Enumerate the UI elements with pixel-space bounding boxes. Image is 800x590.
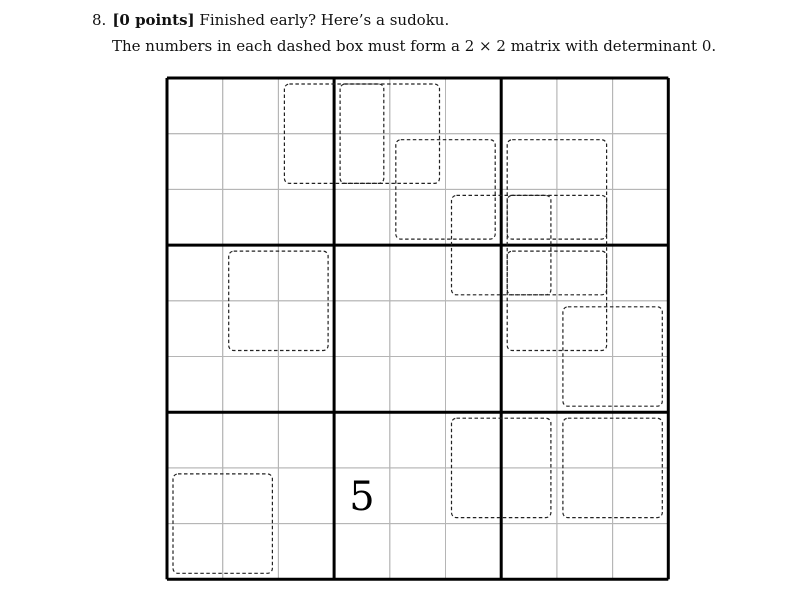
sudoku-cell — [278, 468, 334, 524]
sudoku-cell — [390, 245, 446, 301]
sudoku-cell — [334, 524, 390, 580]
sudoku-cell — [557, 189, 613, 245]
sudoku-cell — [167, 245, 223, 301]
sudoku-cell — [446, 78, 502, 134]
sudoku-cell — [223, 468, 279, 524]
sudoku-cell — [613, 412, 669, 468]
sudoku-cell — [501, 468, 557, 524]
sudoku-cell — [278, 357, 334, 413]
instructions-after: . — [711, 37, 717, 55]
instructions-before: The numbers in each dashed box must form a — [112, 37, 465, 55]
sudoku-cell — [390, 357, 446, 413]
instructions-middle: matrix with determinant — [505, 37, 702, 55]
sudoku-cell — [223, 412, 279, 468]
sudoku-cell — [501, 78, 557, 134]
sudoku-cell — [613, 524, 669, 580]
sudoku-cell — [557, 412, 613, 468]
sudoku-cell — [557, 301, 613, 357]
sudoku-cell — [167, 78, 223, 134]
sudoku-cell — [167, 134, 223, 190]
sudoku-cell — [446, 189, 502, 245]
sudoku-cell — [557, 78, 613, 134]
sudoku-cell — [223, 134, 279, 190]
sudoku-cell — [334, 245, 390, 301]
sudoku-cell — [501, 189, 557, 245]
sudoku-cell — [557, 524, 613, 580]
sudoku-cell — [223, 189, 279, 245]
sudoku-cell — [446, 468, 502, 524]
sudoku-cell — [334, 301, 390, 357]
determinant-value: 0 — [701, 37, 712, 55]
sudoku-cell — [446, 245, 502, 301]
sudoku-cell — [501, 245, 557, 301]
sudoku-cell — [446, 524, 502, 580]
points-label: [0 points] — [112, 11, 195, 29]
sudoku-cell — [334, 78, 390, 134]
sudoku-cell — [501, 301, 557, 357]
sudoku-cell — [390, 468, 446, 524]
sudoku-cell — [390, 524, 446, 580]
sudoku-cell — [334, 412, 390, 468]
sudoku-cell — [167, 468, 223, 524]
sudoku-cell — [223, 301, 279, 357]
sudoku-cell — [167, 357, 223, 413]
sudoku-cell — [446, 412, 502, 468]
sudoku-cell — [334, 134, 390, 190]
sudoku-cell — [278, 245, 334, 301]
sudoku-cell — [613, 245, 669, 301]
sudoku-cell — [613, 357, 669, 413]
sudoku-cell — [557, 468, 613, 524]
sudoku-cell — [223, 524, 279, 580]
sudoku-cell — [613, 468, 669, 524]
sudoku-cell — [278, 524, 334, 580]
problem-number: 8. — [92, 11, 107, 29]
times-symbol: × — [479, 37, 492, 55]
sudoku-cell — [390, 301, 446, 357]
sudoku-cell — [334, 357, 390, 413]
sudoku-cell — [278, 412, 334, 468]
sudoku-cell — [446, 357, 502, 413]
sudoku-cell — [557, 357, 613, 413]
sudoku-cell — [167, 524, 223, 580]
sudoku-cell — [613, 301, 669, 357]
sudoku-cell — [557, 245, 613, 301]
sudoku-cell — [223, 357, 279, 413]
sudoku-cell — [613, 134, 669, 190]
sudoku-cell — [278, 78, 334, 134]
sudoku-cell — [390, 189, 446, 245]
problem-title: Finished early? Here’s a sudoku. — [199, 11, 450, 29]
sudoku-cell — [390, 134, 446, 190]
sudoku-cell — [501, 357, 557, 413]
sudoku-cell — [334, 189, 390, 245]
sudoku-cell — [278, 301, 334, 357]
sudoku-cell — [557, 134, 613, 190]
sudoku-cell — [613, 189, 669, 245]
sudoku-cell — [613, 78, 669, 134]
sudoku-cell — [278, 134, 334, 190]
sudoku-cell — [390, 412, 446, 468]
sudoku-cell — [278, 189, 334, 245]
given-number: 5 — [349, 473, 375, 520]
sudoku-cell — [446, 301, 502, 357]
matrix-dim-a: 2 — [464, 37, 475, 55]
sudoku-cell — [223, 78, 279, 134]
sudoku-cell — [167, 412, 223, 468]
sudoku-cell — [446, 134, 502, 190]
sudoku-cell — [390, 78, 446, 134]
sudoku-cell — [501, 412, 557, 468]
sudoku-cell — [501, 134, 557, 190]
sudoku-cell — [501, 524, 557, 580]
sudoku-cell — [167, 189, 223, 245]
matrix-dim-b: 2 — [496, 37, 506, 55]
sudoku-cell — [223, 245, 279, 301]
sudoku-cell — [167, 301, 223, 357]
